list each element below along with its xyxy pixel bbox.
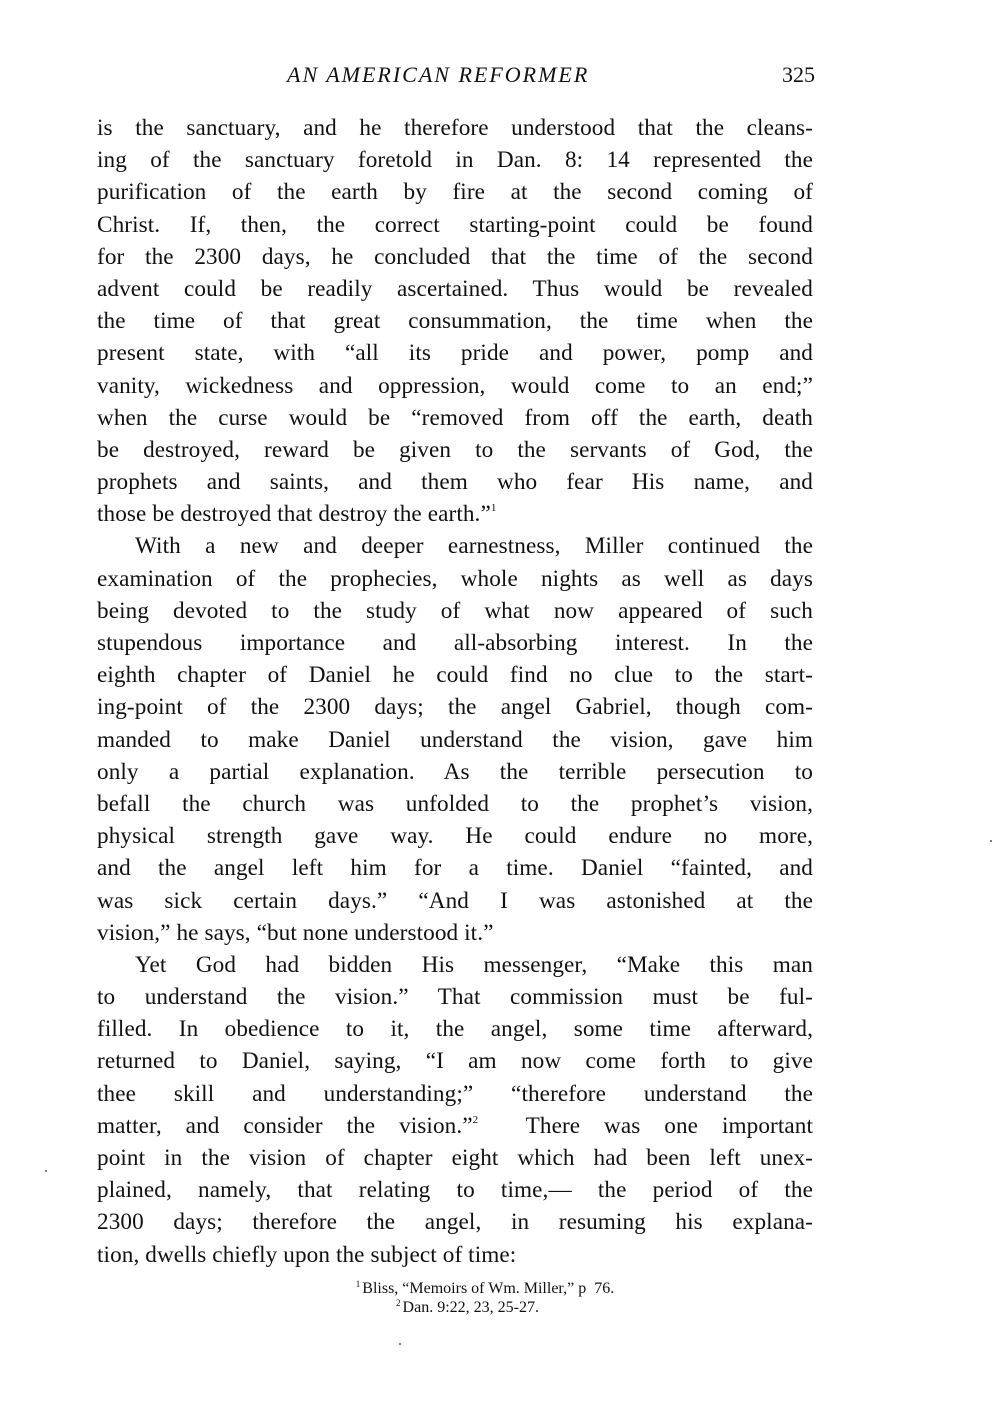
text-line: eighth chapter of Daniel he could find no clue to the start- (97, 662, 813, 689)
text-line-continuation: There was one important (478, 1112, 814, 1139)
text-line: manded to make Daniel understand the vision, gave him (97, 726, 813, 753)
text-line: point in the vision of chapter eight which had been left unex- (97, 1145, 813, 1171)
scan-speck (990, 840, 992, 842)
running-title: AN AMERICAN REFORMER (287, 62, 590, 87)
footnote-1 (0, 1279, 1000, 1298)
scan-speck (399, 1343, 401, 1345)
text-line: present state, with “all its pride and power, pomp and (97, 340, 813, 367)
text-line: befall the church was unfolded to the prophet’s vision, (97, 790, 813, 817)
text-line: for the 2300 days, he concluded that the time of the second (97, 243, 813, 270)
text-line: stupendous importance and all-absorbing interest. In the (97, 630, 813, 656)
text-line (97, 1110, 813, 1142)
text-line: vision,” he says, “but none understood it.” (97, 919, 494, 946)
text-line: being devoted to the study of what now appeared of such (97, 597, 813, 624)
text-line-content: matter, and consider the vision.” (97, 1112, 473, 1139)
paragraph-1 (97, 112, 813, 530)
text-line: filled. In obedience to it, the angel, some time afterward, (97, 1016, 813, 1043)
page-number: 325 (782, 62, 815, 87)
text-line: plained, namely, that relating to time,— the period of the (97, 1177, 813, 1204)
text-line: when the curse would be “removed from off the earth, death (97, 404, 813, 431)
footnotes (0, 1279, 1000, 1317)
text-line (97, 498, 813, 530)
text-line: and the angel left him for a time. Daniel “fainted, and (97, 855, 813, 882)
text-line: ing-point of the 2300 days; the angel Gabriel, though com- (97, 694, 813, 721)
footnote-ref-1: 1 (490, 502, 497, 515)
text-line: be destroyed, reward be given to the servants of God, the (97, 436, 813, 463)
text-line: tion, dwells chiefly upon the subject of time: (97, 1241, 517, 1268)
text-line: prophets and saints, and them who fear His name, and (97, 469, 813, 496)
paragraph-2 (97, 530, 813, 948)
text-line: was sick certain days.” “And I was astonished at the (97, 887, 813, 914)
page-header (97, 58, 815, 92)
text-line: vanity, wickedness and oppression, would come to an end;” (97, 372, 813, 399)
text-line: purification of the earth by fire at the second coming of (97, 179, 813, 206)
text-line: thee skill and understanding;” “therefore understand the (97, 1080, 813, 1107)
text-line: 2300 days; therefore the angel, in resuming his explana- (97, 1209, 813, 1236)
text-line: examination of the prophecies, whole nights as well as days (97, 565, 813, 592)
text-line: physical strength gave way. He could endure no more, (97, 823, 813, 850)
text-line: Christ. If, then, the correct starting-point could be found (97, 211, 813, 238)
scan-speck (45, 1170, 47, 1172)
text-line: the time of that great consummation, the time when the (97, 308, 813, 335)
text-line: ing of the sanctuary foretold in Dan. 8: 14 represented the (97, 147, 813, 174)
footnote-marker: 2 (396, 1298, 401, 1308)
text-line-content: those be destroyed that destroy the earth.” (97, 501, 491, 528)
footnote-text: Bliss, “Memoirs of Wm. Miller,” p 76. (362, 1280, 615, 1297)
text-line: returned to Daniel, saying, “I am now come forth to give (97, 1048, 813, 1075)
text-line: to understand the vision.” That commission must be ful- (97, 984, 813, 1011)
footnote-2 (0, 1298, 1000, 1317)
footnote-text: Dan. 9:22, 23, 25-27. (402, 1299, 539, 1316)
footnote-ref-2: 2 (472, 1113, 479, 1126)
text-line: With a new and deeper earnestness, Miller continued the (135, 533, 813, 560)
body-text (97, 112, 813, 1271)
text-line: Yet God had bidden His messenger, “Make this man (135, 951, 813, 978)
text-line: only a partial explanation. As the terrible persecution to (97, 758, 813, 785)
paragraph-3 (97, 949, 813, 1271)
text-line: is the sanctuary, and he therefore understood that the cleans- (97, 115, 813, 141)
text-line: advent could be readily ascertained. Thus would be revealed (97, 275, 813, 302)
footnote-marker: 1 (355, 1279, 361, 1289)
